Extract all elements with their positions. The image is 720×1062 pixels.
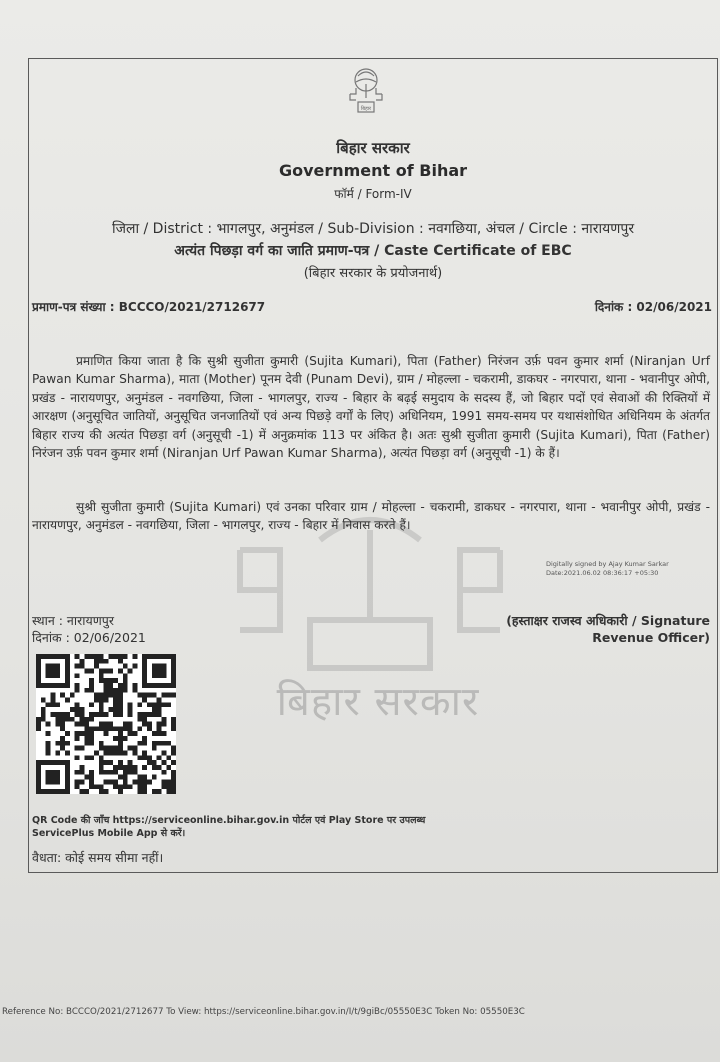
- header-title-hindi: बिहार सरकार: [336, 139, 410, 157]
- qr-verification-note: QR Code की जाँच https://serviceonline.bihar.gov.in पोर्टल एवं Play Store पर उपलब्ध ServicePlus Mobile App से करें।: [32, 815, 426, 839]
- reference-footer: Reference No: BCCCO/2021/2712677 To View: https://serviceonline.bihar.gov.in/I/t/9giBc/05550E3C Token No: 05550E3C: [2, 1007, 525, 1017]
- certificate-paragraph-1: प्रमाणित किया जाता है कि सुश्री सुजीता कुमारी (Sujita Kumari), पिता (Father) निरंजन उर्फ़ पवन कुमार शर्मा (Niranjan Urf Pawan Kumar Sharma), माता (Mother) पूनम देवी (Punam Devi), ग्राम / मोहल्ला - चकरामी, डाकघर - नगरपारा, थाना - भवानीपुर ओपी, प्रखंड - नारायणपुर, अनुमंडल - नवगछिया, जिला - भागलपुर, राज्य - बिहार के बढ़ई समुदाय के सदस्य हैं, जो बिहार पदों एवं सेवाओं की रिक्तियों में आरक्षण (अनुसूचित जातियों, अनुसूचित जनजातियों एवं अन्य पिछड़े वर्गों के लिए) अधिनियम, 1991 समय-समय पर यथासंशोधित अधिनियम के अंतर्गत बिहार राज्य की अत्यंत पिछड़ा वर्ग (अनुसूची -1) में अनुक्रमांक 113 पर अंकित है। अतः सुश्री सुजीता कुमारी (Sujita Kumari), पिता (Father) निरंजन उर्फ़ पवन कुमार शर्मा (Niranjan Urf Pawan Kumar Sharma), अत्यंत पिछड़ा वर्ग (अनुसूची -1) के हैं।: [32, 354, 710, 461]
- certificate-date: दिनांक : 02/06/2021: [594, 300, 712, 314]
- validity-note: वैधता: कोई समय सीमा नहीं।: [32, 850, 164, 865]
- emblem-lettering: बिहार: [360, 106, 372, 112]
- form-number: फॉर्म / Form-IV: [334, 187, 412, 201]
- signature-line-1: (हस्ताक्षर राजस्व अधिकारी / Signature: [506, 613, 710, 628]
- digital-signature-date: Date:2021.06.02 08:36:17 +05:30: [546, 569, 659, 577]
- header-title-english: Government of Bihar: [278, 161, 468, 180]
- digital-signature-name: Digitally signed by Ajay Kumar Sarkar: [546, 560, 669, 568]
- place-label: स्थान : नारायणपुर: [32, 613, 114, 628]
- certificate-purpose: (बिहार सरकार के प्रयोजनार्थ): [303, 266, 443, 281]
- certificate-title: अत्यंत पिछड़ा वर्ग का जाति प्रमाण-पत्र / Caste Certificate of EBC: [174, 243, 572, 259]
- signature-block: [450, 612, 710, 646]
- bihar-emblem-icon: [338, 64, 394, 120]
- watermark-text: बिहार सरकार: [276, 679, 480, 725]
- place-block: [32, 612, 146, 646]
- digital-signature: [546, 560, 669, 578]
- district-line: जिला / District : भागलपुर, अनुमंडल / Sub-Division : नवगछिया, अंचल / Circle : नारायणपुर: [111, 221, 635, 237]
- certificate-number: प्रमाण-पत्र संख्या : BCCCO/2021/2712677: [32, 300, 266, 314]
- qr-code[interactable]: [36, 654, 176, 794]
- certificate-paragraph-2: सुश्री सुजीता कुमारी (Sujita Kumari) एवं उनका परिवार ग्राम / मोहल्ला - चकरामी, डाकघर - नगरपारा, थाना - भवानीपुर ओपी, प्रखंड - नारायणपुर, अनुमंडल - नवगछिया, जिला - भागलपुर, राज्य - बिहार में निवास करते हैं।: [32, 500, 710, 533]
- signature-line-2: Revenue Officer): [592, 630, 710, 645]
- place-date: दिनांक : 02/06/2021: [32, 630, 146, 645]
